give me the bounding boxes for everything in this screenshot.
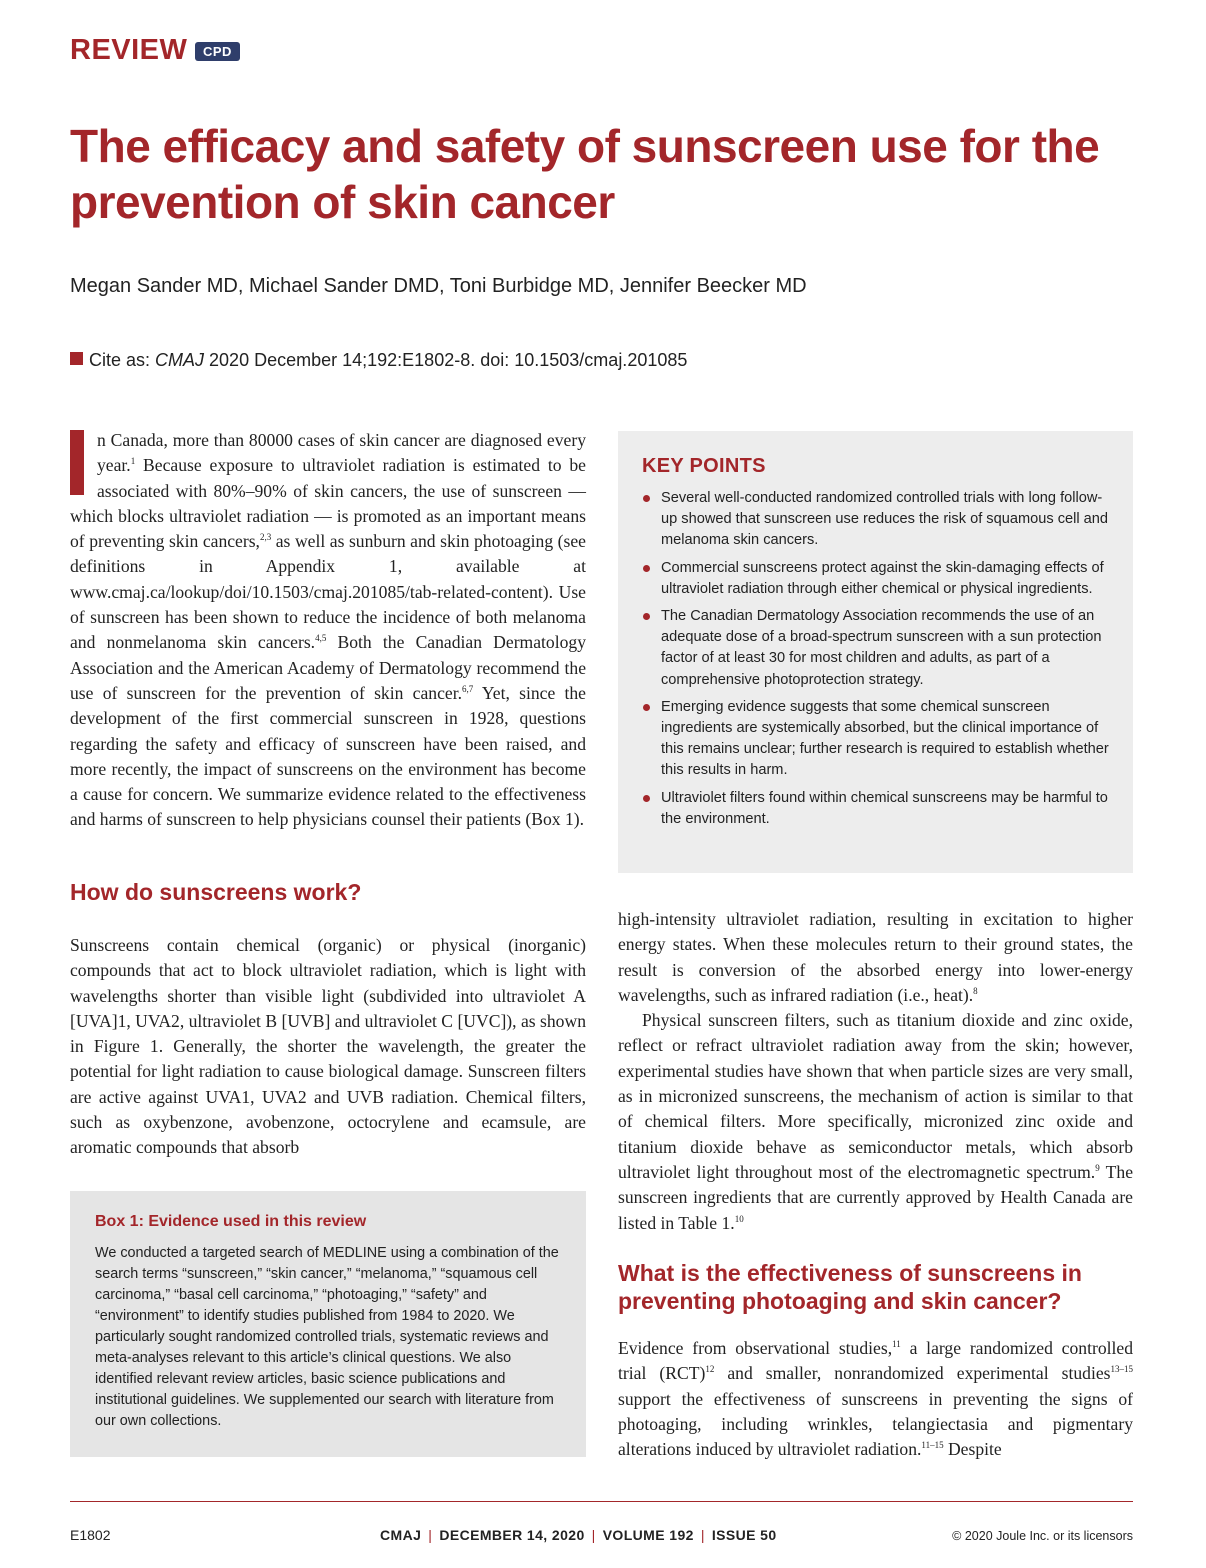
journal-info bbox=[380, 1527, 777, 1543]
intro-text-5: Yet, since the development of the first commercial sunscreen in 1928, questions regarding the safety and efficacy of sunscreen have been raised, and more recently, the impact of sunscreens on the environment has become a cause for concern. We summarize evidence related to the effectiveness and harms of sunscreen to help physicians counsel their patients (Box 1). bbox=[70, 682, 586, 830]
effectiveness-text-4: support the effectiveness of sunscreens in preventing the signs of photoaging, including wrinkles, telangiectasia and pigmentary alterations induced by ultraviolet radiation. bbox=[618, 1388, 1133, 1460]
ref-superscript: 1 bbox=[130, 456, 136, 467]
intro-text-4: Both the Canadian Dermatology Association and the American Academy of Dermatology recommend the use of sunscreen for the prevention of skin cancer. bbox=[70, 632, 587, 703]
effectiveness-text-3: and smaller, nonrandomized experimental studies bbox=[714, 1363, 1111, 1384]
ref-superscript: 6,7 bbox=[461, 683, 474, 694]
ref-superscript: 10 bbox=[734, 1213, 744, 1224]
key-point-text: Emerging evidence suggests that some chemical sunscreen ingredients are systemically absorbed, but the clinical importance of this remains unclear; further research is required to establish whether this results in harm. bbox=[661, 698, 1109, 779]
box1-evidence bbox=[70, 1191, 586, 1457]
heading-effectiveness: What is the effectiveness of sunscreens in preventing photoaging and skin cancer? bbox=[618, 1260, 1082, 1314]
citation bbox=[70, 350, 687, 371]
intro-text-2: Because exposure to ultraviolet radiation is estimated to be associated with 80%–90% of skin cancers, the use of sunscreen — which blocks ultraviolet radiation — is promoted as an important means of preventing skin cancers, bbox=[70, 455, 586, 552]
key-points-box bbox=[618, 431, 1133, 873]
box1-body: We conducted a targeted search of MEDLINE using a combination of the search terms “sunscreen,” “skin cancer,” “melanoma,” “squamous cell carcinoma,” “basal cell carcinoma,” “photoaging,” “safety” and “environment” to identify studies published from 1984 to 2020. We particularly sought randomized controlled trials, systematic reviews and meta-analyses relevant to this article’s clinical questions. We also identified relevant review articles, basic science publications and institutional guidelines. We supplemented our search with literature from our own collections. bbox=[95, 1245, 559, 1429]
mechanism-paragraphs bbox=[618, 907, 1133, 1236]
footer-issue: ISSUE 50 bbox=[711, 1527, 777, 1543]
separator: | bbox=[428, 1527, 433, 1543]
ref-superscript: 12 bbox=[705, 1364, 715, 1375]
physical-filters-paragraph bbox=[618, 1008, 1133, 1236]
square-bullet-icon bbox=[70, 352, 83, 365]
mechanism-text-1: high-intensity ultraviolet radiation, resulting in excitation to higher energy states. When these molecules return to their ground states, the result is conversion of the absorbed energy into lower-energy wavelengths, such as infrared radiation (i.e., heat). bbox=[618, 909, 1133, 1005]
separator: | bbox=[700, 1527, 705, 1543]
copyright: © 2020 Joule Inc. or its licensors bbox=[952, 1529, 1133, 1543]
separator: | bbox=[591, 1527, 596, 1543]
key-points-title: KEY POINTS bbox=[642, 455, 766, 477]
cite-prefix: Cite as: bbox=[89, 350, 156, 370]
bullet-icon bbox=[643, 495, 650, 502]
key-point-item bbox=[642, 558, 1109, 600]
how-paragraph: Sunscreens contain chemical (organic) or physical (inorganic) compounds that act to block ultraviolet radiation, which is light with wavelengths shorter than visible light (subdivided into ultraviolet A [UVA]1, UVA2, ultraviolet B [UVB] and ultraviolet C [UVC]), as shown in Figure 1. Generally, the shorter the wavelength, the greater the potential for light radiation to cause biological damage. Sunscreen filters are active against UVA1, UVA2 and UVB radiation. Chemical filters, such as oxybenzone, avobenzone, octocrylene and ecamsule, are aromatic compounds that absorb bbox=[70, 935, 586, 1158]
key-point-text: Commercial sunscreens protect against the skin-damaging effects of ultraviolet radiation through either chemical or physical ingredients. bbox=[661, 559, 1104, 597]
key-point-text: Ultraviolet filters found within chemical sunscreens may be harmful to the environment. bbox=[661, 789, 1108, 827]
page-number: E1802 bbox=[70, 1527, 111, 1543]
bullet-icon bbox=[643, 613, 650, 620]
key-points-list bbox=[642, 488, 1109, 830]
box1-title: Box 1: Evidence used in this review bbox=[95, 1213, 367, 1230]
intro-text-3: as well as sunburn and skin photoaging (see definitions in Appendix 1, available at www.cmaj.ca/lookup/doi/10.1503/cmaj.201085/tab-related-content). Use of sunscreen has been shown to reduce the incidence of both melanoma and nonmelanoma skin cancers. bbox=[70, 531, 586, 653]
ref-superscript: 11 bbox=[892, 1339, 901, 1349]
key-point-item bbox=[642, 788, 1109, 830]
footer-divider bbox=[70, 1501, 1133, 1502]
key-point-item bbox=[642, 697, 1109, 782]
effectiveness-text-1: Evidence from observational studies, bbox=[618, 1338, 893, 1358]
cite-journal: CMAJ bbox=[155, 350, 205, 370]
key-point-text: Several well-conducted randomized controlled trials with long follow-up showed that sunscreen use reduces the risk of squamous cell and melanoma skin cancers. bbox=[661, 490, 1108, 549]
cite-details: 2020 December 14;192:E1802-8. doi: 10.1503/cmaj.201085 bbox=[204, 350, 688, 370]
effectiveness-text-2: a large randomized controlled trial (RCT) bbox=[618, 1338, 1134, 1384]
ref-superscript: 8 bbox=[973, 985, 978, 996]
section-label: REVIEW bbox=[70, 34, 188, 66]
ref-superscript: 2,3 bbox=[259, 532, 272, 543]
intro-paragraph bbox=[70, 428, 586, 833]
key-point-item bbox=[642, 606, 1109, 691]
article-title: The efficacy and safety of sunscreen use for the prevention of skin cancer bbox=[70, 120, 1100, 228]
footer-volume: VOLUME 192 bbox=[602, 1527, 694, 1543]
effectiveness-text-5: Despite bbox=[943, 1439, 1002, 1460]
footer-journal: CMAJ bbox=[380, 1527, 422, 1543]
heading-how-sunscreens-work: How do sunscreens work? bbox=[70, 879, 362, 905]
ref-superscript: 9 bbox=[1095, 1162, 1100, 1173]
cpd-badge: CPD bbox=[195, 42, 240, 61]
effectiveness-paragraph bbox=[618, 1336, 1133, 1462]
ref-superscript: 13–15 bbox=[1110, 1364, 1133, 1375]
intro-text-1: n Canada, more than 80000 cases of skin cancer are diagnosed every year. bbox=[97, 430, 586, 476]
bullet-icon bbox=[643, 795, 650, 802]
author-list: Megan Sander MD, Michael Sander DMD, Toni Burbidge MD, Jennifer Beecker MD bbox=[70, 275, 807, 297]
ref-superscript: 11–15 bbox=[921, 1440, 944, 1451]
bullet-icon bbox=[643, 704, 650, 711]
ref-superscript: 4,5 bbox=[315, 633, 327, 644]
key-point-item bbox=[642, 488, 1109, 552]
bullet-icon bbox=[643, 565, 650, 572]
mechanism-text-2: Physical sunscreen filters, such as titanium dioxide and zinc oxide, reflect or refract ultraviolet radiation away from the skin; however, experimental studies have shown that when particle sizes are very small, as in micronized sunscreens, the mechanism of action is similar to that of chemical filters. More specifically, micronized zinc oxide and titanium dioxide behave as semiconductor metals, which absorb ultraviolet light throughout most of the electromagnetic spectrum. bbox=[618, 1010, 1133, 1182]
drop-cap-icon bbox=[70, 430, 84, 495]
key-point-text: The Canadian Dermatology Association recommends the use of an adequate dose of a broad-spectrum sunscreen with a sun protection factor of at least 30 for most children and adults, as part of a comprehensive photoprotection strategy. bbox=[661, 608, 1102, 688]
footer-date: DECEMBER 14, 2020 bbox=[439, 1527, 585, 1543]
mechanism-text-3: The sunscreen ingredients that are currently approved by Health Canada are listed in Table 1. bbox=[618, 1161, 1133, 1233]
